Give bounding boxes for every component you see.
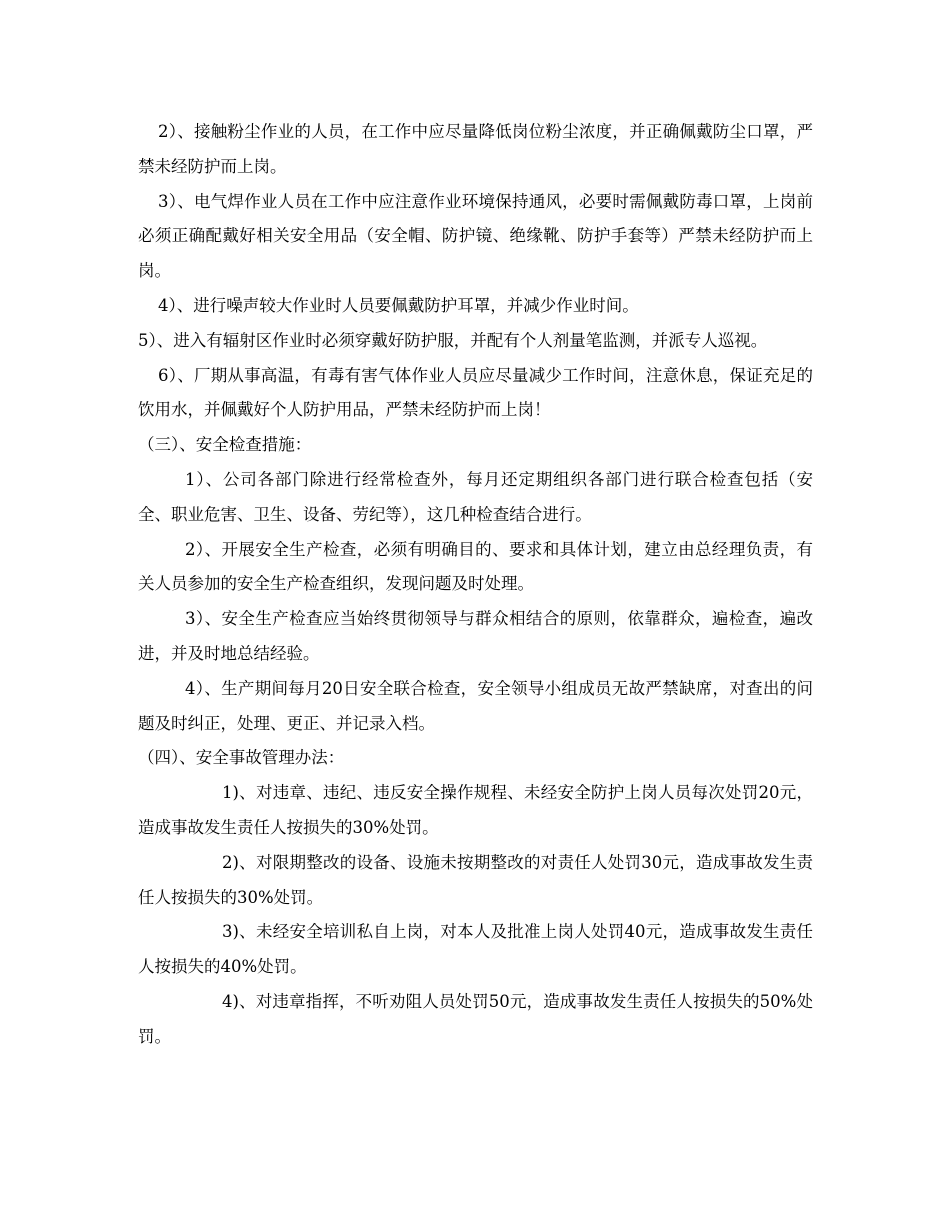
paragraph-noise-protection: 4）、进行噪声较大作业时人员要佩戴防护耳罩，并减少作业时间。: [158, 295, 639, 315]
section-heading-safety-inspection: （三）、安全检查措施：: [138, 435, 312, 455]
paragraph-heat-protection: 6）、厂期从事高温，有毒有害气体作业人员应尽量减少工作时间，注意休息，保证充足的饮用水，并佩戴好个人防护用品，严禁未经防护而上岗！: [138, 365, 813, 420]
paragraph-inspection-3: 3）、安全生产检查应当始终贯彻领导与群众相结合的原则，依靠群众，遍检查，遍改进，并及时地总结经验。: [138, 609, 813, 663]
paragraph-penalty-1: 1)、对违章、违纪、违反安全操作规程、未经安全防护上岗人员每次处罚20元，造成事故发生责任人按损失的30%处罚。: [138, 783, 813, 837]
paragraph-penalty-2: 2)、对限期整改的设备、设施未按期整改的对责任人处罚30元，造成事故发生责任人按损失的30%处罚。: [138, 852, 813, 907]
document-body: [138, 115, 813, 1055]
paragraph-penalty-3: 3)、未经安全培训私自上岗，对本人及批准上岗人处罚40元，造成事故发生责任人按损失的40%处罚。: [138, 922, 813, 977]
paragraph-inspection-2: 2）、开展安全生产检查，必须有明确目的、要求和具体计划，建立由总经理负责，有关人员参加的安全生产检查组织，发现问题及时处理。: [138, 539, 813, 594]
paragraph-welding-protection: 3）、电气焊作业人员在工作中应注意作业环境保持通风，必要时需佩戴防毒口罩，上岗前必须正确配戴好相关安全用品（安全帽、防护镜、绝缘靴、防护手套等）严禁未经防护而上岗。: [138, 191, 813, 281]
paragraph-dust-protection: 2）、接触粉尘作业的人员，在工作中应尽量降低岗位粉尘浓度，并正确佩戴防尘口罩，严禁未经防护而上岗。: [138, 122, 813, 176]
paragraph-inspection-4: 4）、生产期间每月20日安全联合检查，安全领导小组成员无故严禁缺席，对查出的问题及时纠正，处理、更正、并记录入档。: [138, 678, 813, 733]
paragraph-inspection-1: 1）、公司各部门除进行经常检查外，每月还定期组织各部门进行联合检查包括（安全、职业危害、卫生、设备、劳纪等），这几种检查结合进行。: [138, 469, 813, 524]
section-heading-accident-management: （四）、安全事故管理办法：: [138, 748, 345, 768]
paragraph-radiation-protection: 5）、进入有辐射区作业时必须穿戴好防护服，并配有个人剂量笔监测，并派专人巡视。: [138, 330, 768, 350]
paragraph-penalty-4: 4)、对违章指挥，不听劝阻人员处罚50元，造成事故发生责任人按损失的50%处罚。: [138, 991, 813, 1046]
